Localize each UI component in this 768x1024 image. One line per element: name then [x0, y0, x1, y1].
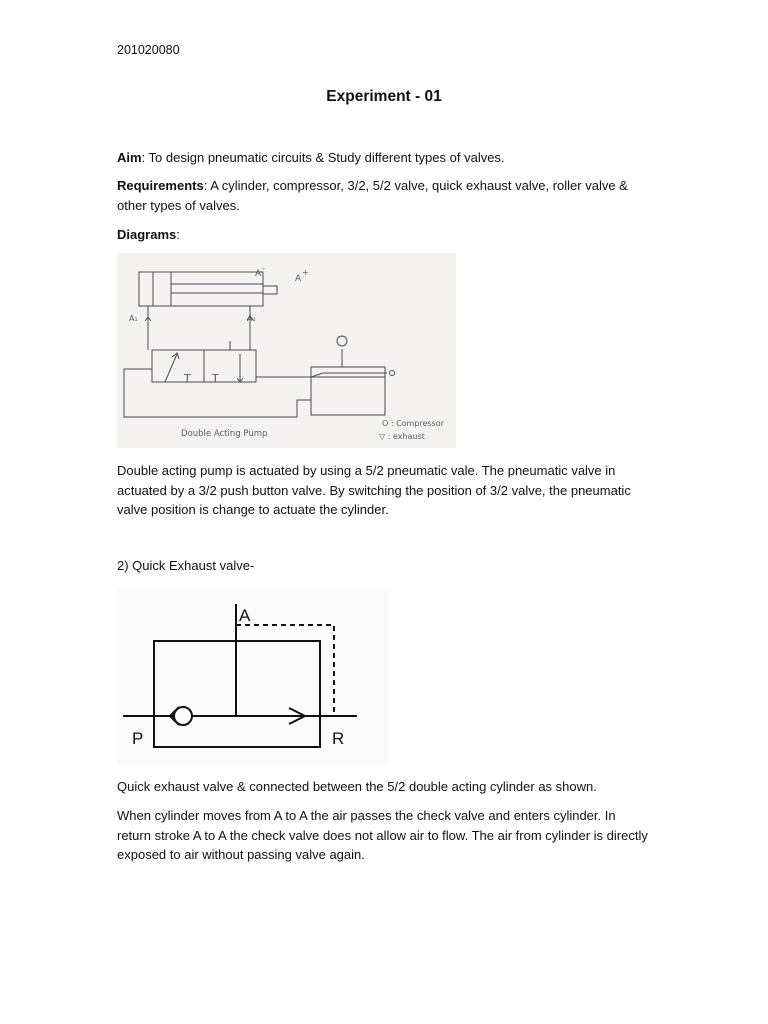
label-a-minus-sup: -: [262, 264, 265, 273]
label-port-r: R: [332, 729, 345, 748]
quick-exhaust-description: Quick exhaust valve & connected between the 5/2 double acting cylinder as shown.: [117, 779, 597, 794]
page-title: Experiment - 01: [326, 88, 442, 105]
diagrams-label: Diagrams: [117, 227, 177, 242]
label-t2: T: [212, 372, 219, 385]
label-port-a: A: [239, 606, 251, 625]
quick-exhaust-valve-svg: [117, 588, 389, 766]
legend-compressor: O : Compressor: [382, 419, 444, 428]
cylinder-description: When cylinder moves from A to A the air passes the check valve and enters cylinder. In return stroke A to A the check valve does not allow air to flow. The air from cylinder is directly exposed to air without passing valve again.: [117, 808, 648, 862]
diagrams-heading: [117, 225, 652, 245]
label-a-plus: A: [295, 274, 302, 284]
diagrams-colon: :: [176, 227, 180, 242]
figure1-caption: Double Acting Pump: [181, 429, 268, 439]
three-two-valve: [311, 367, 385, 415]
requirements-paragraph: [117, 176, 652, 215]
cylinder-piston: [153, 272, 171, 306]
double-acting-description: Double acting pump is actuated by using a 5/2 pneumatic vale. The pneumatic valve in actuated by a 3/2 push button valve. By switching the position of 3/2 valve, the pneumatic valve position is change to actuate the cylinder.: [117, 463, 631, 517]
double-acting-circuit-diagram: [117, 253, 456, 448]
aim-label: Aim: [117, 150, 142, 165]
requirements-text: : A cylinder, compressor, 3/2, 5/2 valve, quick exhaust valve, roller valve & other types of valves.: [117, 178, 628, 213]
cylinder-body: [139, 272, 263, 306]
aim-text: : To design pneumatic circuits & Study different types of valves.: [141, 150, 505, 165]
label-port-left: A₁: [129, 314, 138, 323]
label-a-minus: A: [255, 269, 262, 279]
quick-exhaust-valve-diagram: [117, 588, 389, 766]
legend-exhaust: ▽ : exhaust: [379, 432, 425, 441]
label-t1: T: [184, 372, 191, 385]
label-port-right: A₂: [247, 314, 256, 323]
label-port-p: P: [132, 729, 144, 748]
label-a-plus-sup: +: [302, 268, 309, 277]
student-id: 201020080: [117, 43, 180, 57]
double-acting-circuit-svg: [117, 253, 456, 448]
aim-paragraph: [117, 148, 652, 168]
piston-rod: [263, 286, 277, 294]
requirements-label: Requirements: [117, 178, 204, 193]
section-2-heading: 2) Quick Exhaust valve-: [117, 558, 255, 573]
